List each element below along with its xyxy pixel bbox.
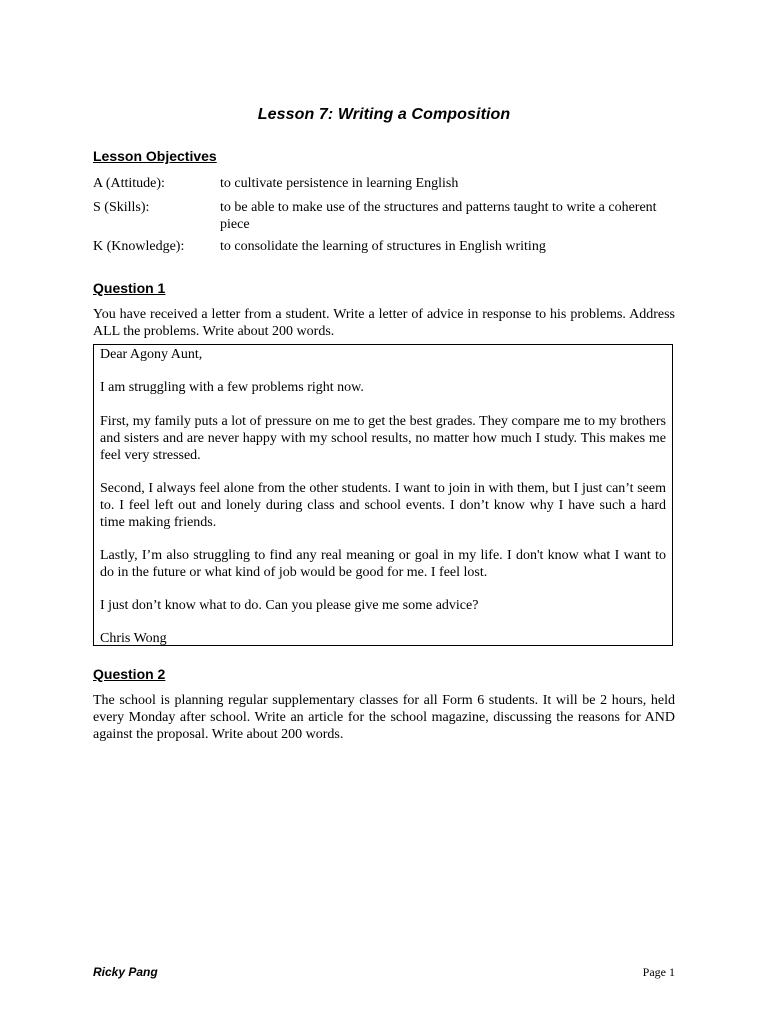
objective-label: K (Knowledge):: [93, 239, 185, 254]
page-title: Lesson 7: Writing a Composition: [257, 106, 511, 123]
objectives-heading: Lesson Objectives: [93, 148, 217, 164]
objective-text: to cultivate persistence in learning English: [220, 176, 459, 191]
letter-box: [93, 344, 673, 646]
question2-prompt: The school is planning regular supplementary classes for all Form 6 students. It will be 2 hours, held every Monday after school. Write an article for the school magazine, discussing the reasons for AND against the proposal. Write about 200 words.: [93, 693, 675, 742]
question1-prompt: You have received a letter from a student. Write a letter of advice in response to his problems. Address ALL the problems. Write about 200 words.: [93, 307, 675, 339]
objective-text: to be able to make use of the structures and patterns taught to write a coherent piece: [220, 200, 657, 232]
footer-page-number: Page 1: [642, 965, 675, 979]
question1-heading: Question 1: [93, 280, 166, 296]
letter-paragraph: Second, I always feel alone from the other students. I want to join in with them, but I just can’t seem to. I feel left out and lonely during class and school events. I don’t know why I have such a hard time making friends.: [100, 481, 666, 530]
objective-label: S (Skills):: [93, 200, 150, 215]
letter-paragraph: I am struggling with a few problems right now.: [100, 380, 364, 395]
footer-author: Ricky Pang: [93, 965, 158, 979]
objective-label: A (Attitude):: [93, 176, 165, 191]
letter-paragraph: I just don’t know what to do. Can you please give me some advice?: [100, 598, 479, 613]
letter-greeting: Dear Agony Aunt,: [100, 347, 203, 362]
objective-text: to consolidate the learning of structures in English writing: [220, 239, 546, 254]
letter-signature: Chris Wong: [100, 631, 167, 646]
question2-heading: Question 2: [93, 666, 166, 682]
letter-paragraph: First, my family puts a lot of pressure on me to get the best grades. They compare me to my brothers and sisters and are never happy with my school results, no matter how much I study. This makes me feel very stressed.: [100, 414, 666, 463]
letter-paragraph: Lastly, I’m also struggling to find any real meaning or goal in my life. I don't know what I want to do in the future or what kind of job would be good for me. I feel lost.: [100, 548, 666, 580]
